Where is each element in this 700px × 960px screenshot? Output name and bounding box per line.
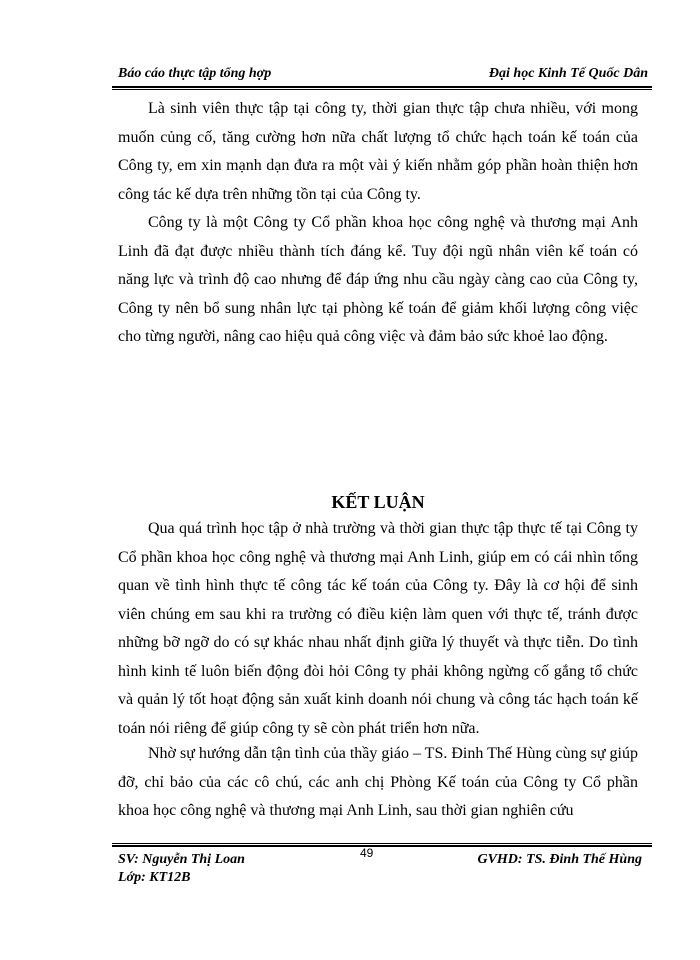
- paragraph-1-container: [118, 95, 638, 209]
- footer-class: Lớp: KT12B: [118, 870, 191, 885]
- page-header: [112, 66, 652, 88]
- section-title: KẾT LUẬN: [331, 492, 425, 512]
- page-number: 49: [360, 846, 374, 860]
- paragraph-3-container: [118, 515, 638, 743]
- paragraph: Là sinh viên thực tập tại công ty, thời gian thực tập chưa nhiều, với mong muốn củng cố, tăng cường hơn nữa chất lượng tổ chức hạch toán kế toán của Công ty, em xin mạnh dạn đưa ra một vài ý kiến nhằm góp phần hoàn thiện hơn công tác kế dựa trên những tồn tại của Công ty.: [118, 100, 638, 203]
- header-rule: [112, 86, 652, 90]
- footer-rule: [112, 843, 652, 847]
- footer-student-name: SV: Nguyễn Thị Loan: [118, 852, 245, 867]
- header-report-title: Báo cáo thực tập tổng hợp: [118, 66, 272, 81]
- header-university: Đại học Kinh Tế Quốc Dân: [488, 66, 648, 81]
- paragraph: Nhờ sự hướng dẫn tận tình của thầy giáo – TS. Đinh Thế Hùng cùng sự giúp đỡ, chỉ bảo của các cô chú, các anh chị Phòng Kế toán của Công ty Cổ phần khoa học công nghệ và thương mại Anh Linh, sau thời gian nghiên cứu: [118, 745, 638, 819]
- paragraph-4-container: [118, 740, 638, 826]
- paragraph-2-container: [118, 209, 638, 352]
- paragraph: Qua quá trình học tập ở nhà trường và thời gian thực tập thực tế tại Công ty Cổ phần khoa học công nghệ và thương mại Anh Linh, giúp em có cái nhìn tổng quan về tình hình thực tế công tác kế toán của Công ty. Đây là cơ hội để sinh viên chúng em sau khi ra trường có điều kiện làm quen với thực tế, tránh được những bỡ ngỡ do có sự khác nhau nhất định giữa lý thuyết và thực tiễn. Do tình hình kinh tế luôn biến động đòi hỏi Công ty phải không ngừng cố gắng tổ chức và quản lý tốt hoạt động sản xuất kinh doanh nói chung và công tác hạch toán kế toán nói riêng để giúp công ty sẽ còn phát triển hơn nữa.: [118, 520, 638, 737]
- paragraph: Công ty là một Công ty Cổ phần khoa học công nghệ và thương mại Anh Linh đã đạt được nhiều thành tích đáng kể. Tuy đội ngũ nhân viên kế toán có năng lực và trình độ cao nhưng để đáp ứng nhu cầu ngày càng cao của Công ty, Công ty nên bổ sung nhân lực tại phòng kế toán để giảm khối lượng công việc cho từng người, nâng cao hiệu quả công việc và đảm bảo sức khoẻ lao động.: [118, 214, 638, 345]
- footer-advisor: GVHD: TS. Đinh Thế Hùng: [477, 852, 642, 867]
